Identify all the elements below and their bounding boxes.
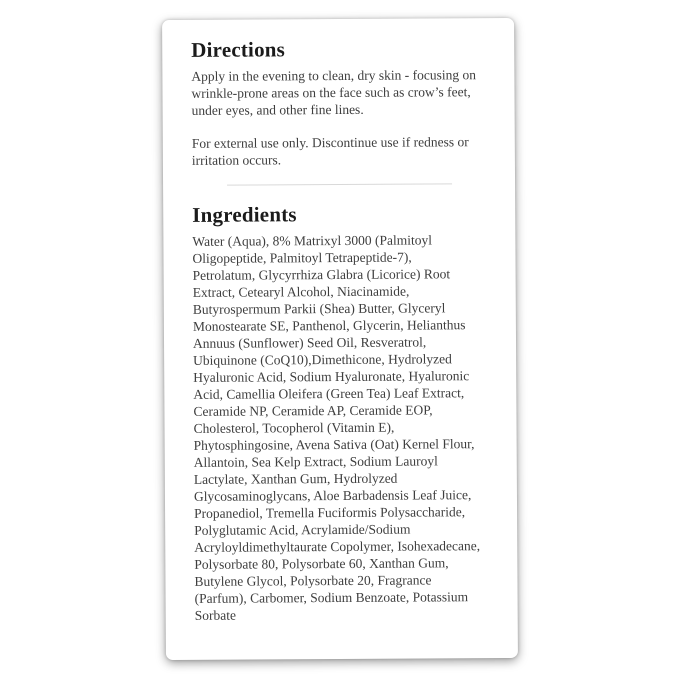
directions-paragraph-1: Apply in the evening to clean, dry skin - focusing on wrinkle-prone areas on the face such as crow’s feet, under eyes, and other fine lines. xyxy=(191,67,477,118)
ingredients-list: Water (Aqua), 8% Matrixyl 3000 (Palmitoyl Oligopeptide, Palmitoyl Tetrapeptide-7), Petrolatum, Glycyrrhiza Glabra (Licorice) Root Extract, Cetearyl Alcohol, Niacinamide, Butyrospermum Parkii (Shea) Butter, Glyceryl Monostearate SE, Panthenol, Glycerin, Helianthus Annuus (Sunflower) Seed Oil, Resveratrol, Ubiquinone (CoQ10),Dimethicone, Hydrolyzed Hyaluronic Acid, Sodium Hyaluronate, Hyaluronic Acid, Camellia Oleifera (Green Tea) Leaf Extract, Ceramide NP, Ceramide AP, Ceramide EOP, Cholesterol, Tocopherol (Vitamin E), Phytosphingosine, Avena Sativa (Oat) Kernel Flour, Allantoin, Sea Kelp Extract, Sodium Lauroyl Lactylate, Xanthan Gum, Hydrolyzed Glycosaminoglycans, Aloe Barbadensis Leaf Juice, Propanediol, Tremella Fuciformis Polysaccharide, Polyglutamic Acid, Acrylamide/Sodium Acryloyldimethyltaurate Copolymer, Isohexadecane, Polysorbate 80, Polysorbate 60, Xanthan Gum, Butylene Glycol, Polysorbate 20, Fragrance (Parfum), Carbomer, Sodium Benzoate, Potassium Sorbate xyxy=(192,232,481,623)
directions-paragraph-2: For external use only. Discontinue use if redness or irritation occurs. xyxy=(191,134,469,168)
directions-heading: Directions xyxy=(191,37,286,62)
product-label-card xyxy=(162,18,518,660)
ingredients-heading: Ingredients xyxy=(192,202,297,227)
section-divider xyxy=(227,183,452,185)
